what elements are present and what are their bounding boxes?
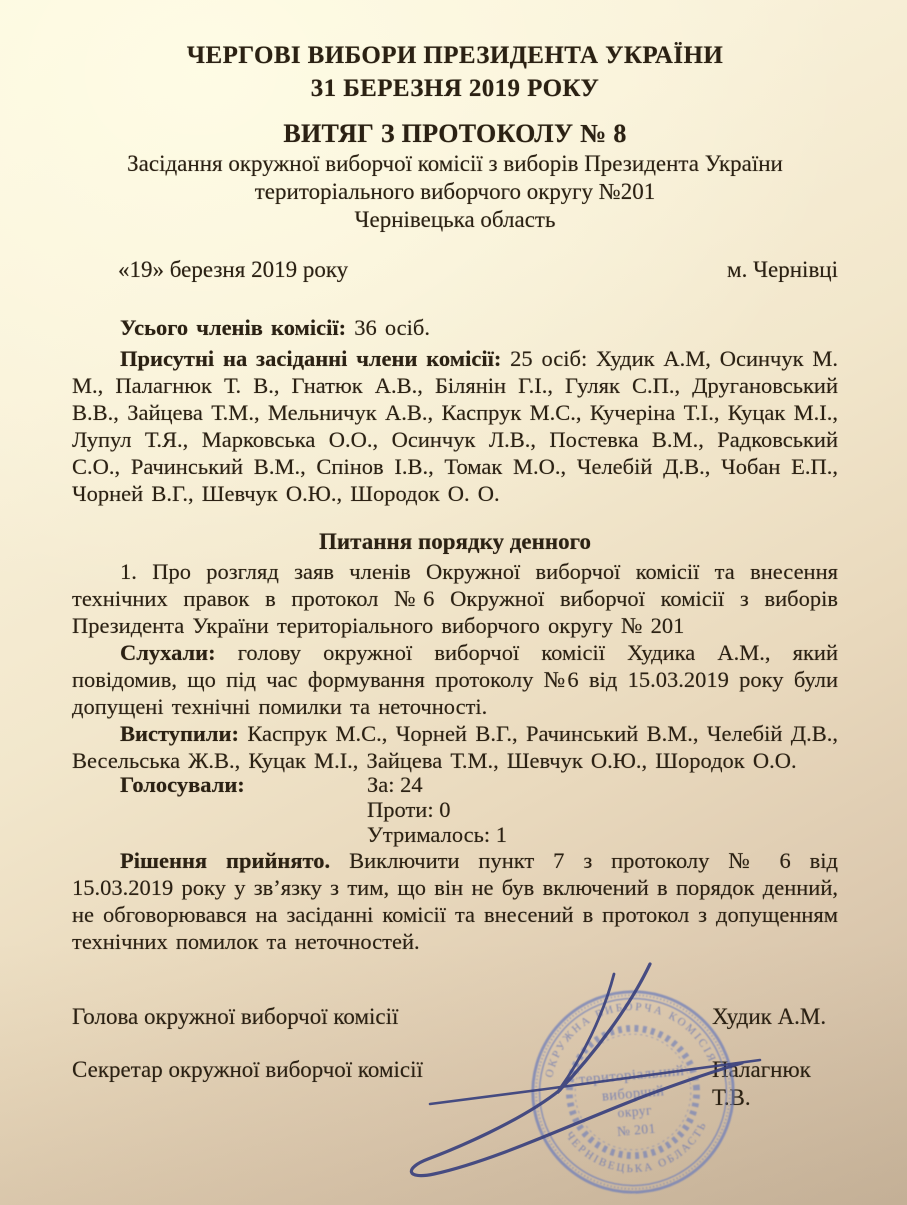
signature-row-secretary	[72, 1056, 838, 1112]
dateline-place: м. Чернівці	[727, 257, 838, 282]
signature-row-head	[72, 1003, 838, 1031]
vote-row-abstained	[72, 822, 838, 847]
vote-label: Голосували:	[120, 772, 245, 797]
signature-name-head: Худик А.М.	[712, 1004, 827, 1029]
stamp-center-line-4: № 201	[616, 1120, 657, 1139]
members-total-label: Усього членів комісії:	[120, 315, 347, 340]
members-total-value: 36 осіб.	[346, 315, 430, 340]
signature-role-head: Голова окружної виборчої комісії	[72, 1004, 399, 1029]
subtitle-oblast: Чернівецька область	[354, 207, 556, 232]
members-present	[72, 345, 838, 507]
stamp-center-line-2: виборчий	[601, 1083, 666, 1105]
spoke-paragraph	[72, 720, 838, 774]
agenda-item-1: 1. Про розгляд заяв членів Окружної виборчої комісії та внесення технічних правок в протокол №6 Окружної виборчої комісії з виборів Президента України територіального виборчого округу № 201	[72, 559, 838, 638]
heard-paragraph	[72, 639, 838, 720]
vote-against: Проти: 0	[367, 797, 451, 822]
stamp-center-line-3: округ	[616, 1102, 653, 1121]
title-line-1: ЧЕРГОВІ ВИБОРИ ПРЕЗИДЕНТА УКРАЇНИ	[186, 42, 724, 69]
extract-title: ВИТЯГ З ПРОТОКОЛУ № 8	[283, 119, 627, 148]
title-line-2: 31 БЕРЕЗНЯ 2019 РОКУ	[310, 75, 600, 102]
decision-text: Виключити пункт 7 з протоколу № 6 від 15.03.2019 року у зв’язку з тим, що він не був включений в порядок денний, не обговорювався на засіданні комісії та внесений в протокол з допущенням технічних помилок та неточностей.	[72, 848, 839, 954]
stamp-ring-bottom-text: ЧЕРНІВЕЦЬКА ОБЛАСТЬ	[563, 1118, 710, 1176]
spoke-text: Каспрук М.С., Чорней В.Г., Рачинський В.М., Челебій Д.В., Весельська Ж.В., Куцак М.І., Зайцева Т.М., Шевчук О.Ю., Шородок О.О.	[72, 721, 838, 773]
decision-paragraph	[72, 847, 838, 955]
signatures-block	[72, 1003, 838, 1112]
heard-text: голову окружної виборчої комісії Худика А.М., який повідомив, що під час формування протоколу №6 від 15.03.2019 року були допущені технічні помилки та неточності.	[72, 640, 838, 719]
spoke-label: Виступили:	[120, 721, 239, 746]
decision-label: Рішення прийнято.	[120, 848, 331, 873]
subtitle-session: Засідання окружної виборчої комісії з виборів Президента України	[127, 151, 783, 176]
dateline	[72, 256, 838, 284]
stamp-center-line-1: територіальний	[578, 1062, 685, 1089]
members-total	[72, 314, 838, 341]
stamp-ring-top-text: ОКРУЖНА ВИБОРЧА КОМІСІЯ	[543, 1000, 719, 1079]
signature-name-secretary: Палагнюк Т.В.	[712, 1057, 811, 1110]
signature-role-secretary: Секретар окружної виборчої комісії	[72, 1057, 423, 1082]
members-present-value: 25 осіб: Худик А.М, Осинчук М. М., Палагнюк Т. В., Гнатюк А.В., Білянін Г.І., Гуляк С.П., Другановський В.В., Зайцева Т.М., Мельничук А.В., Каспрук М.С., Кучеріна Т.І., Куцак М.І., Лупул Т.Я., Марковська О.О., Осинчук Л.В., Постевка В.М., Радковський С.О., Рачинський В.М., Спінов І.В., Томак М.О., Челебій Д.В., Чобан Е.П., Чорней В.Г., Шевчук О.Ю., Шородок О. О.	[72, 346, 839, 506]
vote-row-against	[72, 797, 838, 822]
dateline-date: «19» березня 2019 року	[118, 257, 349, 282]
vote-for: За: 24	[367, 772, 423, 797]
vote-abstained: Утрималось: 1	[367, 822, 508, 847]
members-present-label: Присутні на засіданні члени комісії:	[120, 346, 502, 371]
vote-block	[72, 772, 838, 847]
agenda-heading: Питання порядку денного	[319, 529, 591, 554]
document-page	[72, 0, 838, 1112]
vote-row-for	[72, 772, 838, 797]
heard-label: Слухали:	[120, 640, 216, 665]
subtitle-district: територіального виборчого округу №201	[254, 179, 656, 204]
